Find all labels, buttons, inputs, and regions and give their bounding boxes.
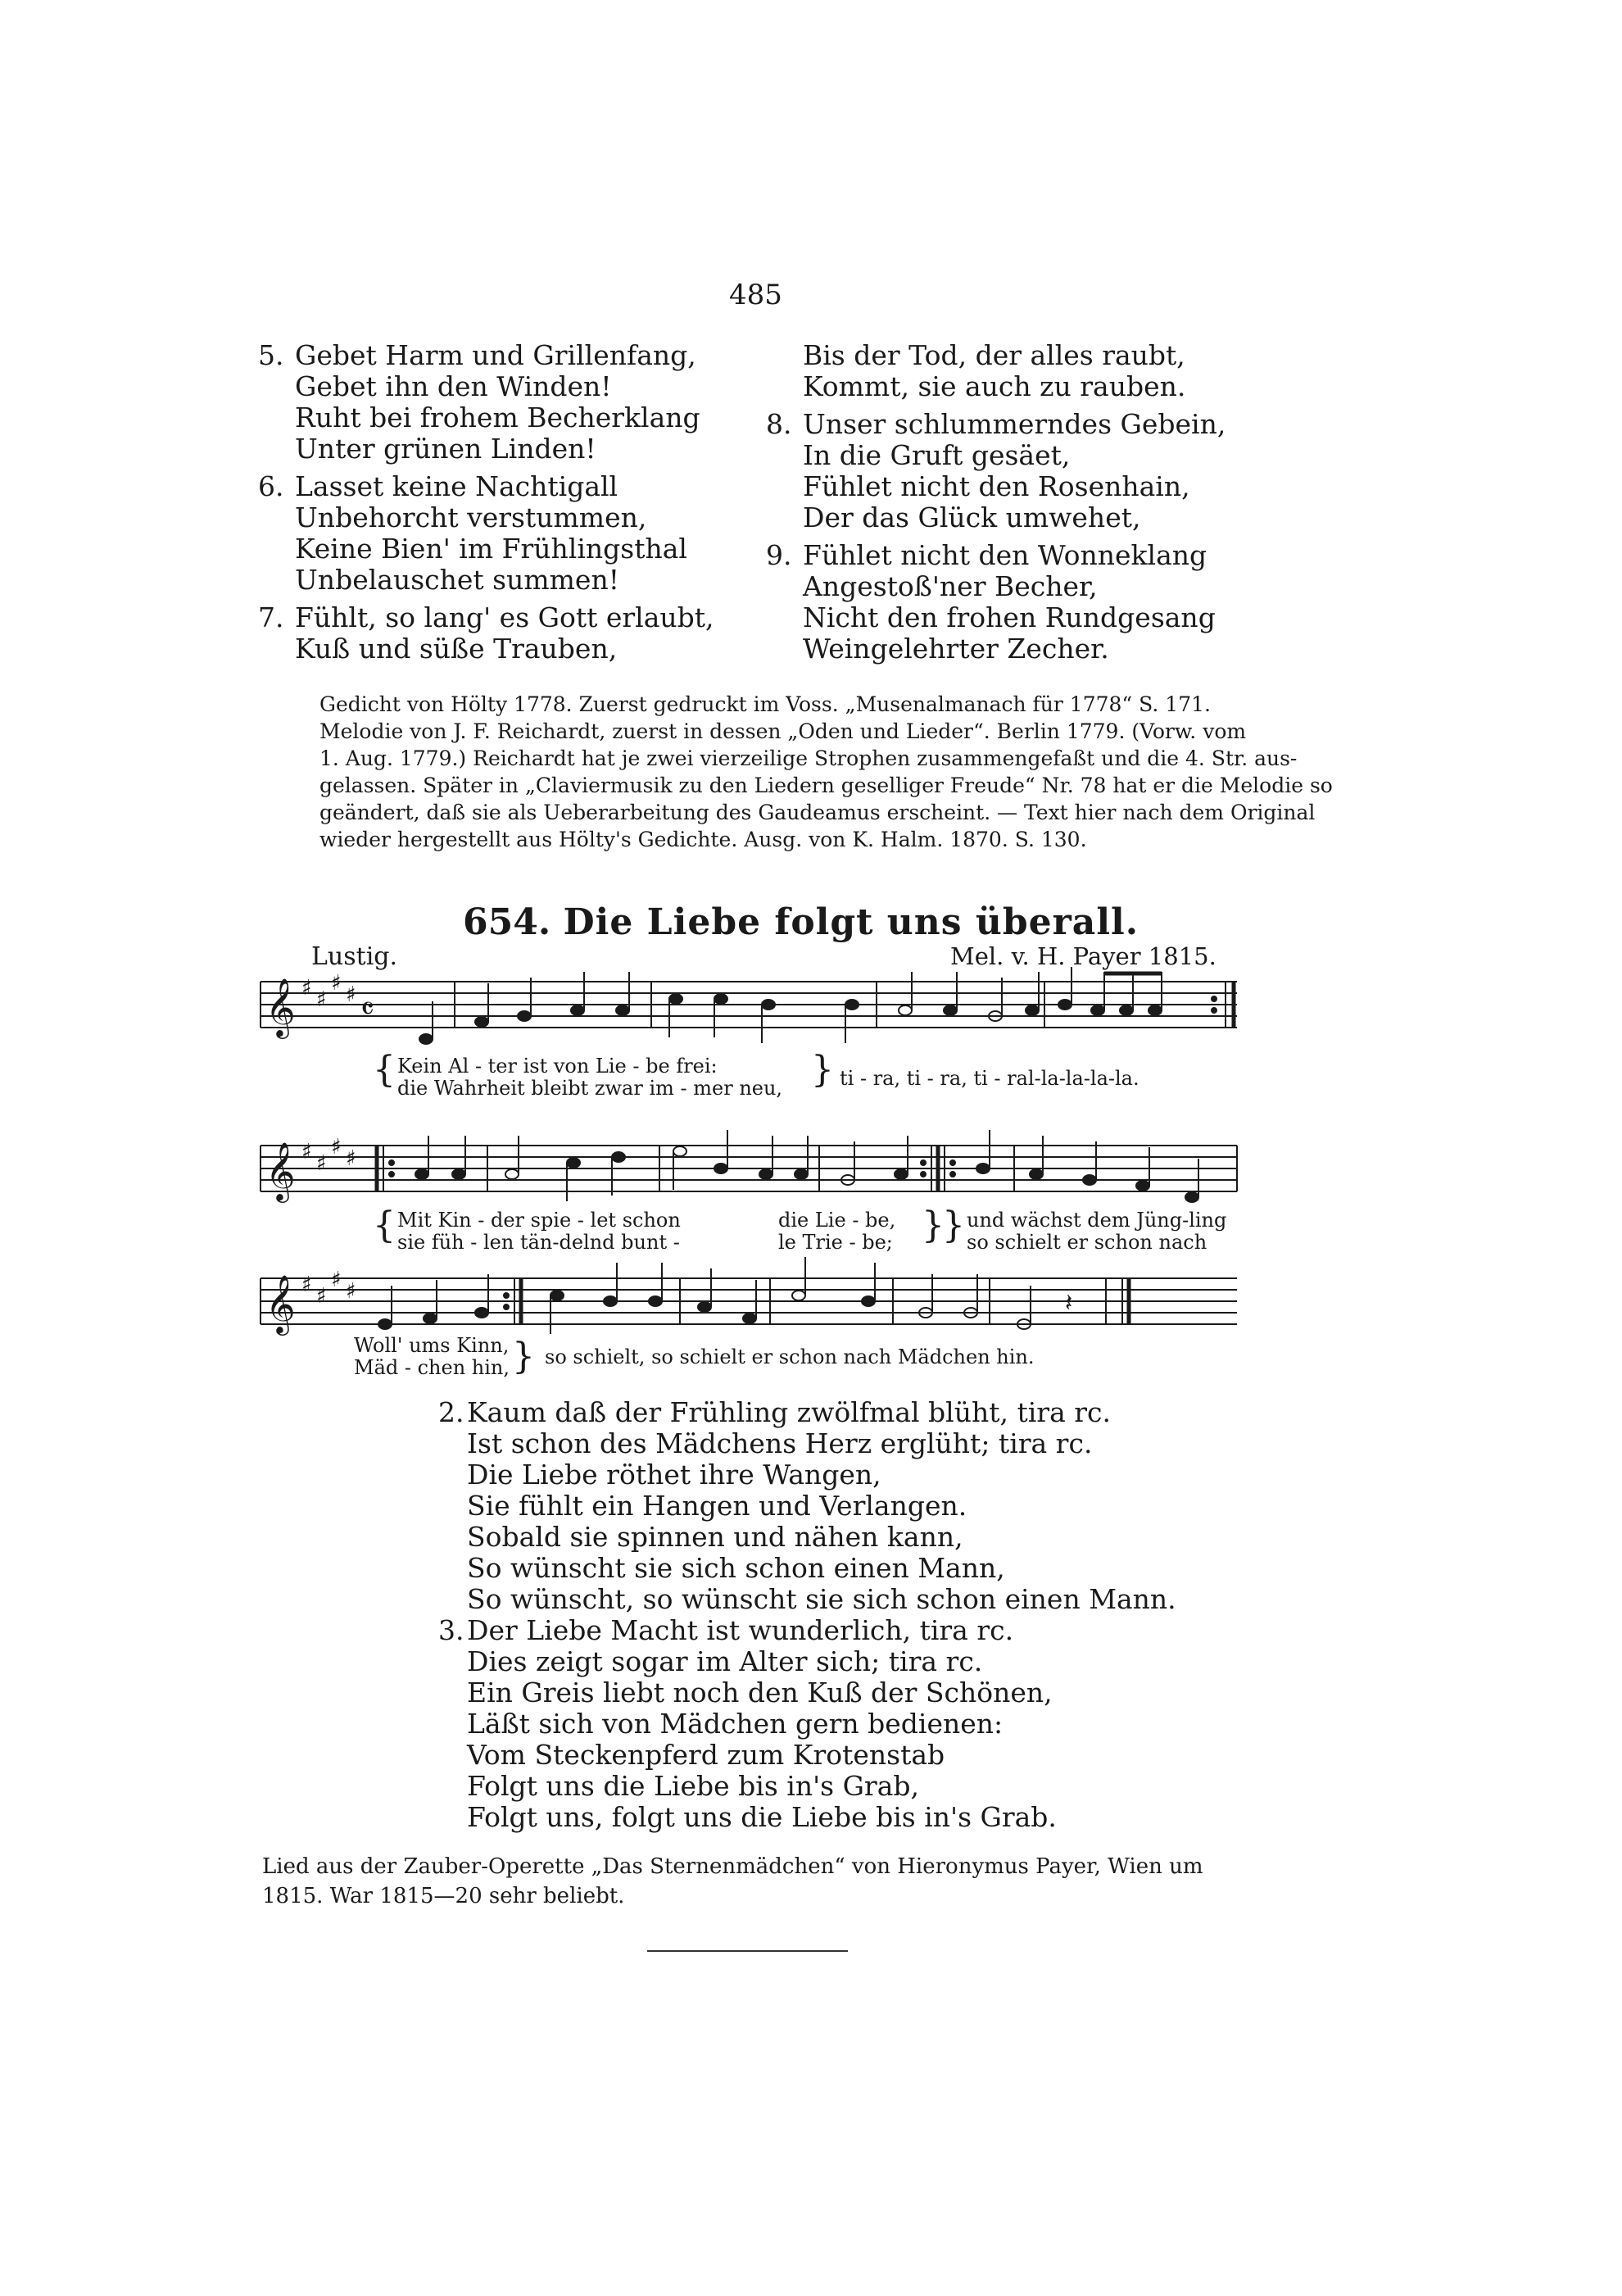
footer-note-line: 1815. War 1815—20 sehr beliebt. — [262, 1884, 625, 1908]
stanza-number: 7. — [258, 601, 284, 633]
stanza-line: Gebet Harm und Grillenfang, — [295, 339, 696, 371]
sharp-icon: ♯ — [331, 1268, 342, 1292]
stanza-line: Angestoß'ner Becher, — [803, 570, 1098, 602]
verse-line: Die Liebe röthet ihre Wangen, — [467, 1459, 881, 1491]
stanza-line: Unbelauschet summen! — [295, 564, 619, 596]
sharp-icon: ♯ — [316, 1151, 327, 1176]
verse-line: Ein Greis liebt noch den Kuß der Schönen, — [467, 1677, 1053, 1708]
source-note-line: gelassen. Später in „Claviermusik zu den Liedern geselliger Freude“ Nr. 78 hat er die Melodie so — [319, 774, 1333, 797]
staff-system-1 — [261, 982, 1237, 1028]
brace-icon: } — [811, 1049, 834, 1091]
lyric-line: die Wahrheit bleibt zwar im - mer neu, — [397, 1077, 783, 1100]
stanza-line: Der das Glück umwehet, — [803, 501, 1141, 533]
footer-note-line: Lied aus der Zauber-Operette „Das Sternenmädchen“ von Hieronymus Payer, Wien um — [262, 1854, 1203, 1879]
sharp-icon: ♯ — [316, 987, 327, 1012]
source-note-line: geändert, daß sie als Ueberarbeitung des Gaudeamus erscheint. — Text hier nach dem Original — [319, 801, 1316, 824]
stanza-line: Unter grünen Linden! — [295, 433, 596, 465]
sharp-icon: ♯ — [331, 971, 342, 996]
brace-icon: } — [512, 1336, 535, 1377]
page-number: 485 — [729, 279, 782, 311]
verse-2 — [438, 1397, 1176, 1615]
stanza-line: Fühlt, so lang' es Gott erlaubt, — [295, 601, 714, 633]
verse-3 — [438, 1615, 1176, 1833]
stanza-line: Fühlet nicht den Wonneklang — [803, 539, 1207, 571]
lyric-line: so schielt, so schielt er schon nach Mädchen hin. — [545, 1345, 1035, 1368]
stanza-number: 6. — [258, 470, 284, 502]
stanza-line: Ruht bei frohem Becherklang — [295, 402, 700, 433]
song-verses — [438, 1397, 1176, 1833]
verse-line: Läßt sich von Mädchen gern bedienen: — [467, 1708, 1004, 1740]
song-title: Die Liebe folgt uns überall. — [563, 901, 1139, 943]
treble-clef-icon: 𝄞 — [265, 1141, 296, 1200]
brace-icon: } — [942, 1205, 965, 1246]
stanza-number: 9. — [766, 539, 792, 571]
sharp-icon: ♯ — [301, 1140, 312, 1164]
lyric-line: und wächst dem Jüng-ling — [967, 1209, 1227, 1232]
sharp-icon: ♯ — [316, 1284, 327, 1309]
lyric-line: le Trie - be; — [778, 1231, 893, 1254]
verse-line: Dies zeigt sogar im Alter sich; tira rc. — [467, 1645, 983, 1677]
verse-number: 3. — [438, 1614, 464, 1646]
closing-rule — [647, 1950, 848, 1952]
verse-line: Kaum daß der Frühling zwölfmal blüht, tira rc. — [467, 1396, 1111, 1428]
stanza-line: Gebet ihn den Winden! — [295, 370, 612, 402]
treble-clef-icon: 𝄞 — [265, 1273, 296, 1333]
clefs-and-keys — [265, 971, 374, 1336]
footer-note — [262, 1852, 1245, 1911]
stanza-line: In die Gruft gesäet, — [803, 439, 1071, 471]
verse-number: 2. — [438, 1396, 464, 1428]
sharp-icon: ♯ — [346, 982, 356, 1007]
verse-line: So wünscht sie sich schon einen Mann, — [467, 1552, 1005, 1584]
lyric-line: die Lie - be, — [778, 1209, 896, 1232]
treble-clef-icon: 𝄞 — [265, 977, 296, 1037]
stanza-line: Unser schlummerndes Gebein, — [803, 408, 1226, 440]
stanza-number: 5. — [258, 339, 284, 371]
stanza-line: Kuß und süße Trauben, — [295, 633, 618, 665]
lyric-line: sie füh - len tän-delnd bunt - — [397, 1231, 680, 1254]
verse-line: Sobald sie spinnen und nähen kann, — [467, 1521, 963, 1553]
verse-line: Sie fühlt ein Hangen und Verlangen. — [467, 1490, 967, 1522]
rest-icon: 𝄽 — [1065, 1289, 1073, 1318]
brace-icon: { — [373, 1205, 396, 1246]
stanza-line: Nicht den frohen Rundgesang — [803, 601, 1216, 633]
stanza-line: Kommt, sie auch zu rauben. — [803, 370, 1186, 402]
sharp-icon: ♯ — [346, 1146, 356, 1171]
verse-line: Der Liebe Macht ist wunderlich, tira rc. — [467, 1614, 1014, 1646]
lyric-line: Mit Kin - der spie - let schon — [397, 1209, 681, 1232]
stanza-line: Bis der Tod, der alles raubt, — [803, 339, 1185, 371]
source-note-line: Melodie von J. F. Reichardt, zuerst in dessen „Oden und Lieder“. Berlin 1779. (Vorw. vom — [319, 719, 1247, 743]
source-note-line: 1. Aug. 1779.) Reichardt hat je zwei vierzeilige Strophen zusammengefaßt und die 4. Str. aus- — [319, 746, 1298, 770]
verse-line: Folgt uns die Liebe bis in's Grab, — [467, 1770, 919, 1802]
verse-line: Vom Steckenpferd zum Krotenstab — [467, 1739, 945, 1771]
tempo-marking: Lustig. — [311, 942, 398, 971]
stanza-line: Keine Bien' im Frühlingsthal — [295, 533, 687, 565]
sharp-icon: ♯ — [301, 976, 312, 1001]
stanza-line: Lasset keine Nachtigall — [295, 470, 618, 502]
source-note-line: Gedicht von Hölty 1778. Zuerst gedruckt im Voss. „Musenalmanach für 1778“ S. 171. — [319, 692, 1211, 716]
stanza-number: 8. — [766, 408, 792, 440]
stanza-line: Unbehorcht verstummen, — [295, 501, 647, 533]
sharp-icon: ♯ — [346, 1279, 356, 1304]
melody-credit: Mel. v. H. Payer 1815. — [950, 942, 1216, 970]
lyric-line: Woll' ums Kinn, — [354, 1334, 510, 1357]
stanza-line: Fühlet nicht den Rosenhain, — [803, 470, 1190, 502]
verse-line: So wünscht, so wünscht sie sich schon einen Mann. — [467, 1583, 1176, 1615]
sharp-icon: ♯ — [331, 1135, 342, 1159]
lyric-line: so schielt er schon nach — [967, 1231, 1207, 1254]
song-number: 654. — [463, 901, 551, 943]
stanza-line: Weingelehrter Zecher. — [803, 633, 1109, 665]
lyric-line: ti - ra, ti - ra, ti - ral-la-la-la-la. — [840, 1067, 1139, 1090]
verse-line: Folgt uns, folgt uns die Liebe bis in's Grab. — [467, 1801, 1057, 1833]
common-time-icon: 𝄴 — [360, 991, 374, 1027]
lyric-line: Mäd - chen hin, — [354, 1356, 510, 1379]
verse-line: Ist schon des Mädchens Herz erglüht; tira rc. — [467, 1427, 1093, 1459]
lyric-line: Kein Al - ter ist von Lie - be frei: — [397, 1055, 718, 1078]
brace-icon: { — [373, 1049, 396, 1091]
brace-icon: } — [922, 1205, 945, 1246]
sharp-icon: ♯ — [301, 1273, 312, 1297]
source-note-line: wieder hergestellt aus Hölty's Gedichte. Ausg. von K. Halm. 1870. S. 130. — [319, 828, 1087, 851]
